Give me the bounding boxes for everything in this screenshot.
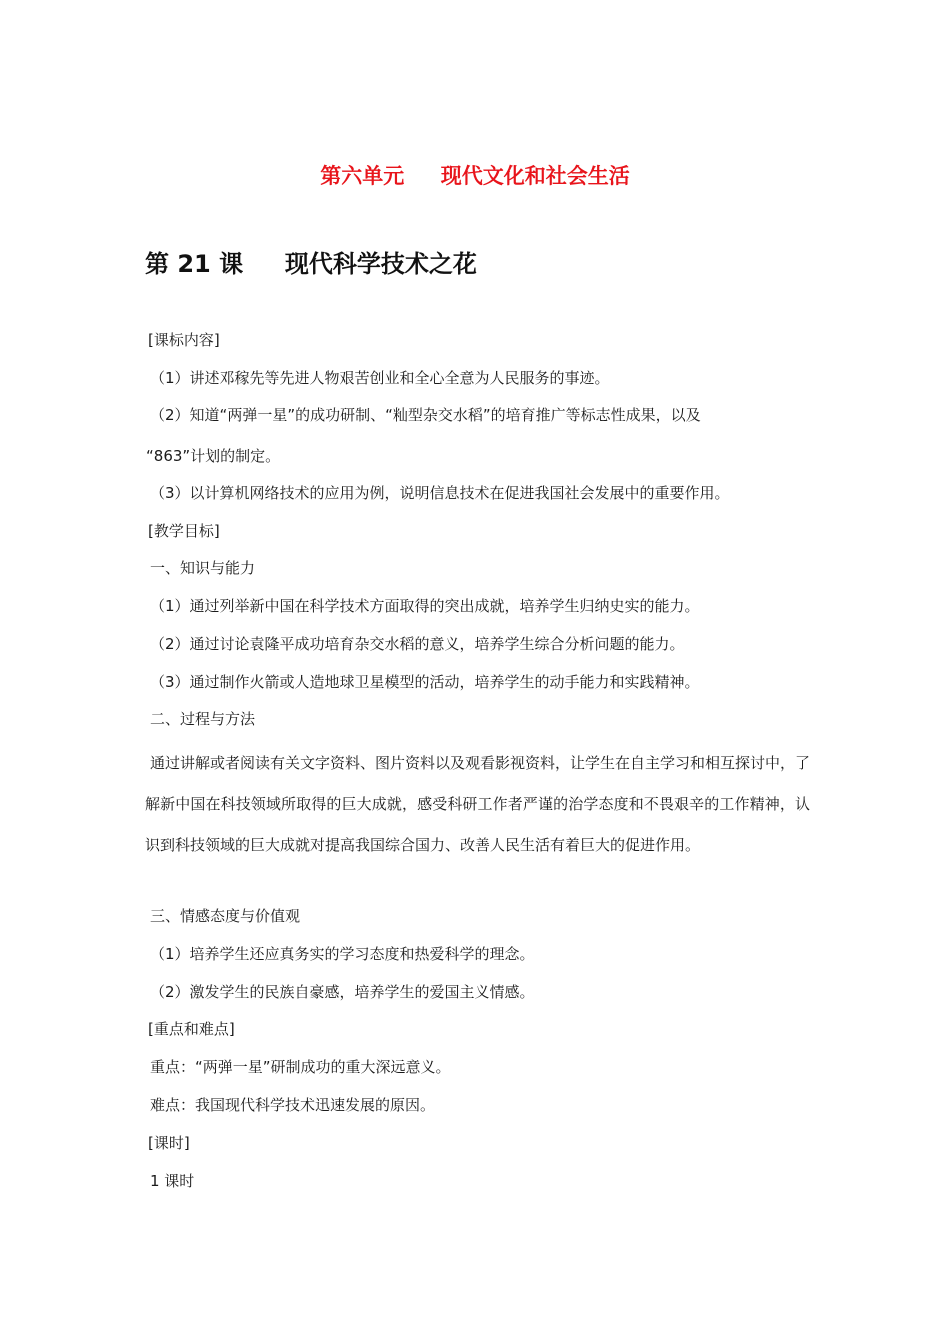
goals-s3-item-1: （1）培养学生还应真务实的学习态度和热爱科学的理念。 — [150, 945, 535, 963]
goals-section-2: 二、过程与方法 — [150, 710, 256, 728]
unit-title: 第六单元 现代文化和社会生活 — [320, 164, 630, 188]
goals-s1-item-3: （3）通过制作火箭或人造地球卫星模型的活动，培养学生的动手能力和实践精神。 — [150, 673, 700, 691]
key-point-focus: 重点：“两弹一星”研制成功的重大深远意义。 — [150, 1058, 451, 1076]
key-points-heading: [重点和难点] — [148, 1020, 235, 1038]
key-point-difficulty: 难点：我国现代科学技术迅速发展的原因。 — [150, 1096, 436, 1114]
goals-s1-item-1: （1）通过列举新中国在科学技术方面取得的突出成就，培养学生归纳史实的能力。 — [150, 597, 700, 615]
curriculum-heading: [课标内容] — [148, 331, 220, 349]
periods-heading: [课时] — [148, 1134, 190, 1152]
curriculum-item-2-line-2: “863”计划的制定。 — [146, 447, 281, 465]
lesson-title: 第 21 课 现代科学技术之花 — [145, 250, 477, 278]
goals-heading: [教学目标] — [148, 522, 220, 540]
curriculum-item-1: （1）讲述邓稼先等先进人物艰苦创业和全心全意为人民服务的事迹。 — [150, 369, 610, 387]
curriculum-item-3: （3）以计算机网络技术的应用为例，说明信息技术在促进我国社会发展中的重要作用。 — [150, 484, 730, 502]
goals-s1-item-2: （2）通过讨论袁隆平成功培育杂交水稻的意义，培养学生综合分析问题的能力。 — [150, 635, 685, 653]
goals-section-3: 三、情感态度与价值观 — [150, 907, 301, 925]
curriculum-item-2-line-1: （2）知道“两弹一星”的成功研制、“籼型杂交水稻”的培育推广等标志性成果，以及 — [150, 406, 701, 424]
goals-section-1: 一、知识与能力 — [150, 559, 256, 577]
goals-s2-paragraph: 通过讲解或者阅读有关文字资料、图片资料以及观看影视资料，让学生在自主学习和相互探讨中，了解新中国在科技领域所取得的巨大成就，感受科研工作者严谨的治学态度和不畏艰辛的工作精神，认识到科技领域的巨大成就对提高我国综合国力、改善人民生活有着巨大的促进作用。 — [145, 754, 811, 854]
goals-s3-item-2: （2）激发学生的民族自豪感，培养学生的爱国主义情感。 — [150, 983, 535, 1001]
periods-value: 1 课时 — [150, 1172, 195, 1190]
